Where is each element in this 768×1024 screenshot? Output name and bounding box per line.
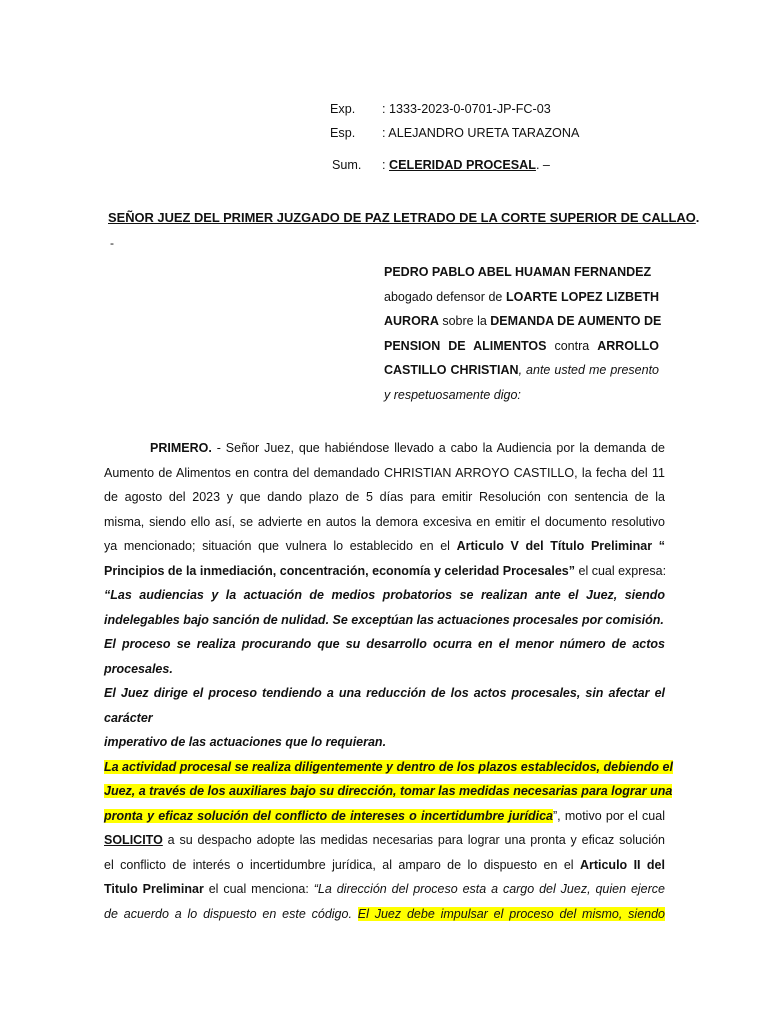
addressee: SEÑOR JUEZ DEL PRIMER JUZGADO DE PAZ LETRADO DE LA CORTE SUPERIOR DE CALLAO. [108,210,700,225]
exp-label: Exp. [330,102,356,116]
body-line: pronta y eficaz solución del conflicto de intereses o incertidumbre jurídica”, motivo por el cual [104,808,665,823]
body-line: Principios de la inmediación, concentración, economía y celeridad Procesales” el cual expresa: [104,563,667,578]
body-line: El proceso se realiza procurando que su desarrollo ocurra en el menor número de actos [104,637,665,651]
sum-label: Sum. [332,158,362,172]
body-line: imperativo de las actuaciones que lo requieran. [104,735,387,749]
esp-value: : ALEJANDRO URETA TARAZONA [382,126,580,140]
highlighted-text: El Juez debe impulsar el proceso del mismo, siendo [357,906,666,921]
body-line: el conflicto de interés o incertidumbre jurídica, al amparo de lo dispuesto en el Articulo II del [104,857,665,872]
body-line: ya mencionado; situación que vulnera lo establecido en el Articulo V del Título Preliminar “ [104,539,666,553]
body-line: El Juez dirige el proceso tendiendo a una reducción de los actos procesales, sin afectar el [104,686,665,700]
body-line [104,779,673,804]
addressee-dash: - [110,236,114,250]
body-line: misma, siendo ello así, se advierte en autos la demora excesiva en emitir el documento resolutivo [104,514,665,529]
sum-value: : CELERIDAD PROCESAL. – [382,158,550,172]
intro-line: PEDRO PABLO ABEL HUAMAN FERNANDEZ [384,265,652,279]
body-line: “Las audiencias y la actuación de medios probatorios se realizan ante el Juez, siendo [104,588,665,602]
body-line: de acuerdo a lo dispuesto en este código. El Juez debe impulsar el proceso del mismo, siendo [104,906,666,921]
exp-value: : 1333-2023-0-0701-JP-FC-03 [382,102,551,116]
body-line: PRIMERO. - Señor Juez, que habiéndose llevado a cabo la Audiencia por la demanda de [150,441,665,455]
body-line: carácter [104,710,153,725]
body-line: Aumento de Alimentos en contra del demandado CHRISTIAN ARROYO CASTILLO, la fecha del 11 [104,465,665,480]
body-line: SOLICITO a su despacho adopte las medidas necesarias para lograr una pronta y eficaz solución [104,833,665,847]
body-line: de agosto del 2023 y que dando plazo de 5 días para emitir Resolución con sentencia de la [104,490,665,504]
esp-label: Esp. [330,126,356,140]
intro-line: CASTILLO CHRISTIAN, ante usted me presento [384,363,659,377]
intro-line: AURORA sobre la DEMANDA DE AUMENTO DE [384,314,662,328]
highlighted-text: La actividad procesal se realiza diligentemente y dentro de los plazos establecidos, debiendo el [104,759,673,774]
highlighted-text: pronta y eficaz solución del conflicto de intereses o incertidumbre jurídica [104,808,554,823]
body-line: Titulo Preliminar el cual menciona: “La dirección del proceso esta a cargo del Juez, quien ejerce [104,882,665,896]
body-line [104,755,673,780]
body-line: indelegables bajo sanción de nulidad. Se exceptúan las actuaciones procesales por comisión. [104,612,664,627]
intro-line: abogado defensor de LOARTE LOPEZ LIZBETH [384,289,659,304]
sum-subject: CELERIDAD PROCESAL [389,158,536,172]
body-line: procesales. [104,661,173,676]
intro-paragraph [384,260,662,407]
intro-line: y respetuosamente digo: [384,387,521,402]
intro-line: PENSION DE ALIMENTOS contra ARROLLO [384,338,659,353]
highlighted-text: Juez, a través de los auxiliares bajo su dirección, tomar las medidas necesarias para lograr una [104,784,673,798]
body-text [104,436,673,926]
